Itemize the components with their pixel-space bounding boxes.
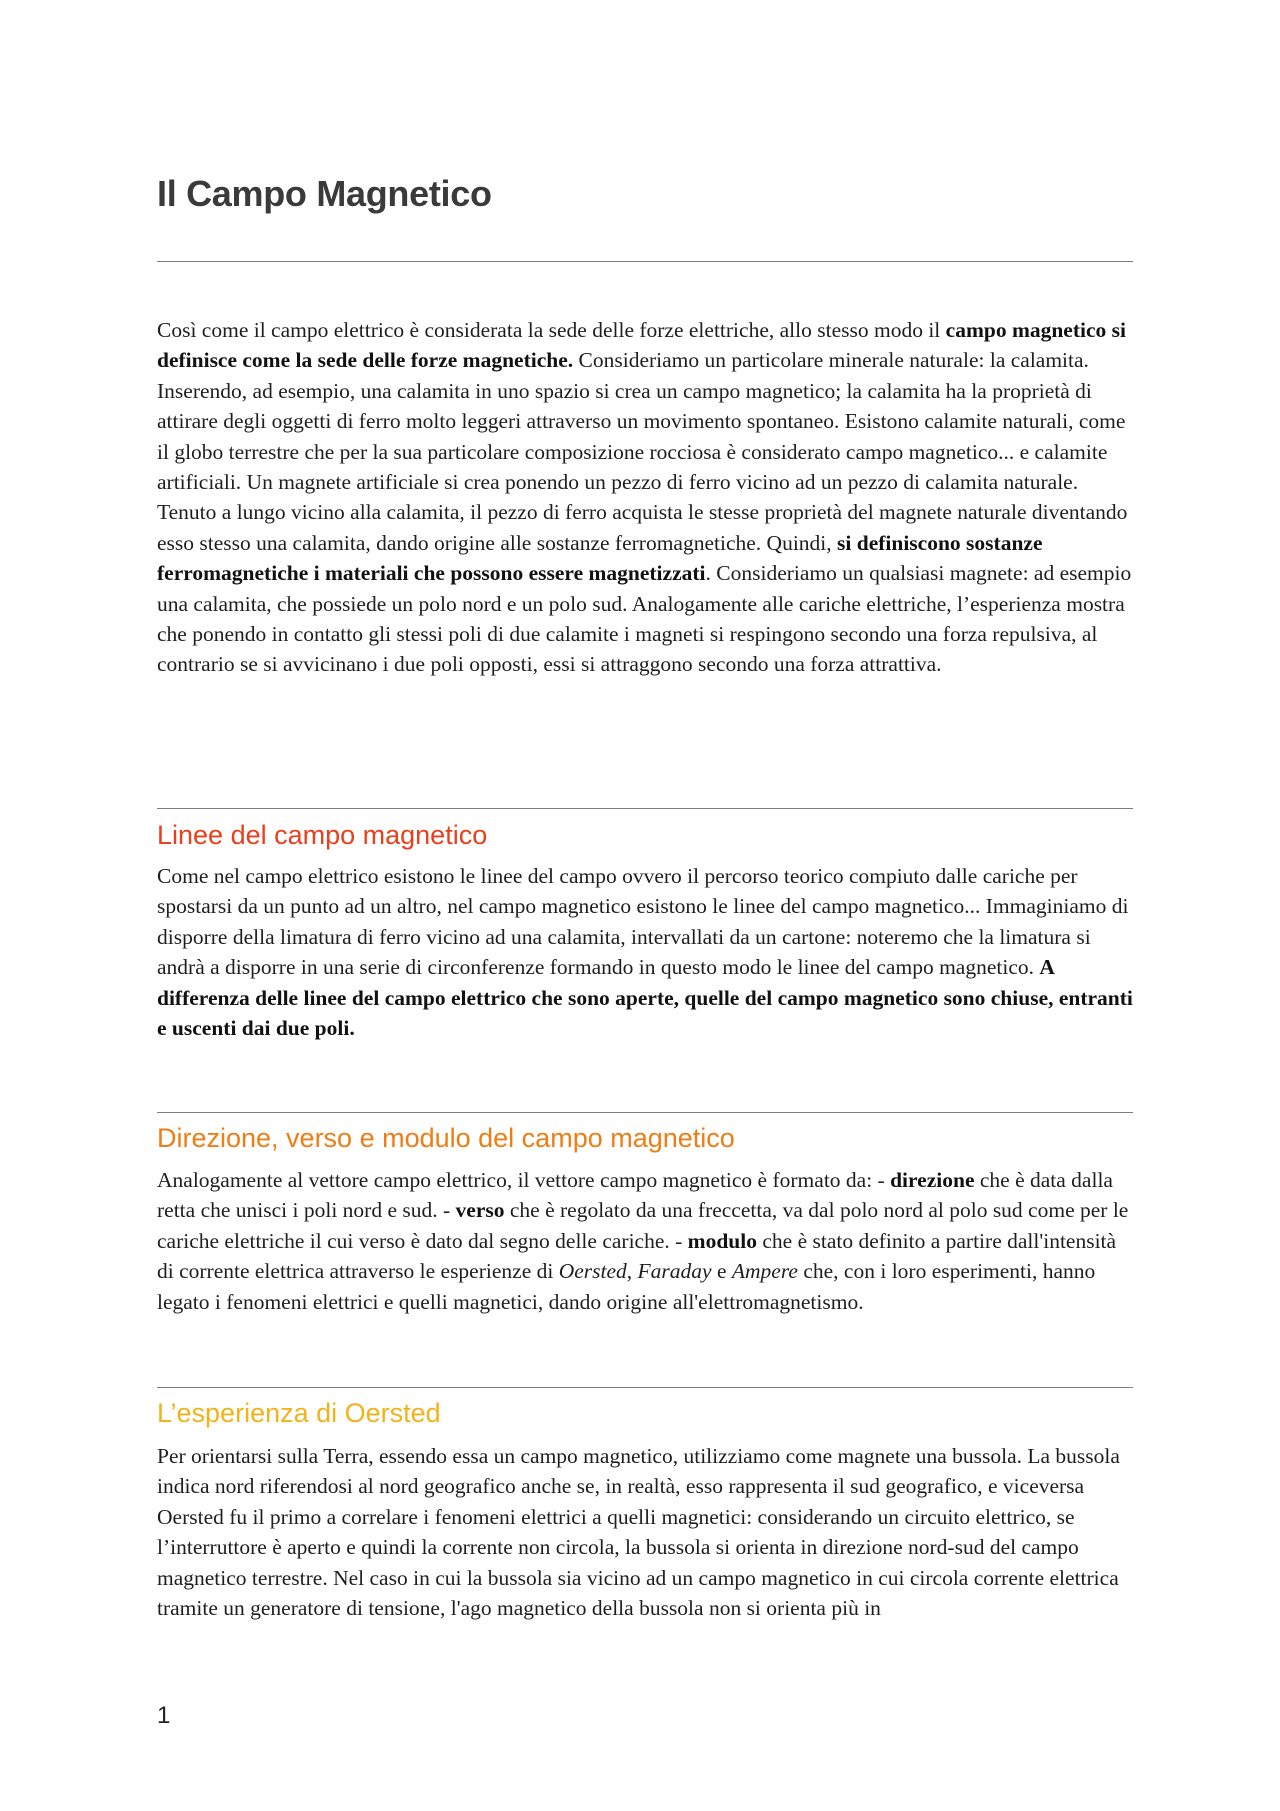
paragraph-linee-campo <box>157 861 1133 1043</box>
page-number: 1 <box>157 1702 171 1729</box>
section-divider-3 <box>157 1387 1133 1388</box>
dvm-bold-modulo: modulo <box>687 1228 757 1253</box>
intro-text-2: Consideriamo un particolare minerale naturale: la calamita. Inserendo, ad esempio, una calamita in uno spazio si crea un campo magnetico; la calamita ha la proprietà di attirare degli oggetti di ferro molto leggeri attraverso un movimento spontaneo. Esistono calamite naturali, come il globo terrestre che per la sua particolare composizione rocciosa è considerato campo magnetico... e calamite artificiali. Un magnete artificiale si crea ponendo un pezzo di ferro vicino ad un pezzo di calamita naturale. Tenuto a lungo vicino alla calamita, il pezzo di ferro acquista le stesse proprietà del magnete naturale diventando esso stesso una calamita, dando origine alle sostanze ferromagnetiche. Quindi, <box>157 348 1128 555</box>
dvm-text-4: che è stato definito a partire dall'intensità di corrente elettrica attraverso le esperienze di <box>157 1228 1117 1284</box>
intro-text-3: . Consideriamo un qualsiasi magnete: ad esempio una calamita, che possiede un polo nord e un polo sud. Analogamente alle cariche elettriche, l’esperienza mostra che ponendo in contatto gli stessi poli di due calamite i magneti si respingono secondo una forza repulsiva, al contrario se si avvicinano i due poli opposti, essi si attraggono secondo una forza attrattiva. <box>157 561 1132 677</box>
dvm-italic-oersted: Oersted <box>558 1259 627 1284</box>
dvm-text-7: che, con i loro esperimenti, hanno legato i fenomeni elettrici e quelli magnetici, dando origine all'elettromagnetismo. <box>157 1259 1096 1314</box>
dvm-text-5: , <box>626 1259 638 1284</box>
paragraph-direzione-verso-modulo <box>157 1165 1133 1317</box>
dvm-italic-ampere: Ampere <box>731 1259 798 1284</box>
dvm-text-2: che è data dalla retta che unisci i poli nord e sud. - <box>157 1168 1113 1223</box>
dvm-text-3: che è regolato da una freccetta, va dal polo nord al polo sud come per le cariche elettriche il cui verso è dato dal segno delle cariche. - <box>157 1198 1129 1253</box>
page-title: Il Campo Magnetico <box>157 173 492 214</box>
dvm-text-1: Analogamente al vettore campo elettrico, il vettore campo magnetico è formato da: - <box>157 1168 891 1192</box>
intro-paragraph <box>157 315 1133 680</box>
intro-bold-ferromagnetic: si definiscono sostanze ferromagnetiche i materiali che possono essere magnetizzati <box>157 530 1043 586</box>
linee-text-1: Come nel campo elettrico esistono le linee del campo ovvero il percorso teorico compiuto dalle cariche per spostarsi da un punto ad un altro, nel campo magnetico esistono le linee del campo magnetico... Immaginiamo di disporre della limatura di ferro vicino ad una calamita, intervallati da un cartone: noteremo che la limatura si andrà a disporre in una serie di circonferenze formando in questo modo le linee del campo magnetico. <box>157 864 1129 980</box>
intro-bold-definition: campo magnetico si definisce come la sede delle forze magnetiche. <box>157 318 1126 373</box>
title-divider <box>157 261 1133 262</box>
dvm-italic-faraday: Faraday <box>637 1259 712 1284</box>
linee-bold-text: A differenza delle linee del campo elettrico che sono aperte, quelle del campo magnetico sono chiuse, entranti e uscenti dai due poli. <box>157 955 1133 1041</box>
oersted-text-1: Per orientarsi sulla Terra, essendo essa un campo magnetico, utilizziamo come magnete una bussola. La bussola indica nord riferendosi al nord geografico anche se, in realtà, esso rappresenta il sud geografico, e viceversa Oersted fu il primo a correlare i fenomeni elettrici a quelli magnetici: considerando un circuito elettrico, se l’interruttore è aperto e quindi la corrente non circola, la bussola si orienta in direzione nord-sud del campo magnetico terrestre. Nel caso in cui la bussola sia vicino ad un campo magnetico in cui circola corrente elettrica tramite un generatore di tensione, l'ago magnetico della bussola non si orienta più in <box>157 1444 1120 1621</box>
heading-esperienza-oersted: L’esperienza di Oersted <box>157 1398 441 1428</box>
intro-text-1: Così come il campo elettrico è considerata la sede delle forze elettriche, allo stesso modo il <box>157 318 946 342</box>
section-divider-1 <box>157 808 1133 809</box>
section-divider-2 <box>157 1112 1133 1113</box>
paragraph-esperienza-oersted <box>157 1441 1133 1623</box>
dvm-bold-verso: verso <box>455 1198 505 1223</box>
dvm-bold-direzione: direzione <box>890 1168 975 1192</box>
heading-direzione-verso-modulo: Direzione, verso e modulo del campo magnetico <box>157 1123 735 1153</box>
dvm-text-6: e <box>711 1259 732 1284</box>
heading-linee-campo: Linee del campo magnetico <box>157 820 488 850</box>
